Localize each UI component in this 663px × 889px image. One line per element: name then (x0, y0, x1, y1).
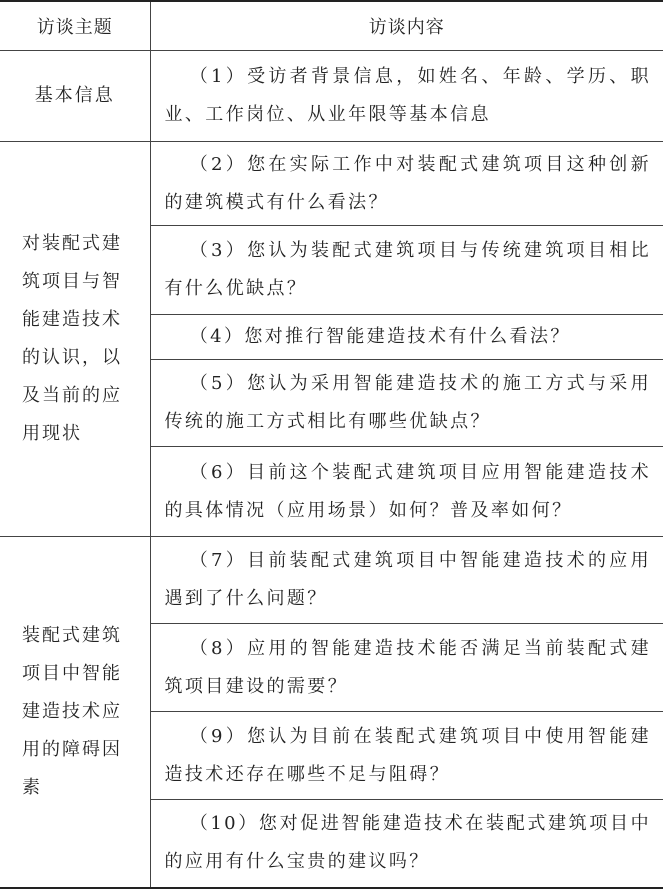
topic-understanding: 对装配式建筑项目与智能建造技术的认识，以及当前的应用现状 (0, 142, 150, 537)
header-topic: 访谈主题 (0, 1, 150, 51)
question-5: （5）您认为采用智能建造技术的施工方式与采用传统的施工方式相比有哪些优缺点？ (150, 360, 663, 447)
table-row (0, 537, 663, 624)
question-2: （2）您在实际工作中对装配式建筑项目这种创新的建筑模式有什么看法？ (150, 142, 663, 226)
topic-basic-info: 基本信息 (0, 51, 150, 142)
question-9: （9）您认为目前在装配式建筑项目中使用智能建造技术还存在哪些不足与阻碍？ (150, 712, 663, 800)
question-1: （1）受访者背景信息，如姓名、年龄、学历、职业、工作岗位、从业年限等基本信息 (150, 51, 663, 142)
question-7: （7）目前装配式建筑项目中智能建造技术的应用遇到了什么问题？ (150, 537, 663, 624)
question-8: （8）应用的智能建造技术能否满足当前装配式建筑项目建设的需要？ (150, 624, 663, 712)
question-4: （4）您对推行智能建造技术有什么看法？ (150, 315, 663, 360)
topic-obstacles: 装配式建筑项目中智能建造技术应用的障碍因素 (0, 537, 150, 888)
header-row (0, 1, 663, 51)
table-row (0, 51, 663, 142)
question-10: （10）您对促进智能建造技术在装配式建筑项目中的应用有什么宝贵的建议吗？ (150, 800, 663, 888)
question-6: （6）目前这个装配式建筑项目应用智能建造技术的具体情况（应用场景）如何？普及率如何？ (150, 447, 663, 537)
header-content: 访谈内容 (150, 1, 663, 51)
table-row (0, 142, 663, 226)
question-3: （3）您认为装配式建筑项目与传统建筑项目相比有什么优缺点？ (150, 226, 663, 315)
